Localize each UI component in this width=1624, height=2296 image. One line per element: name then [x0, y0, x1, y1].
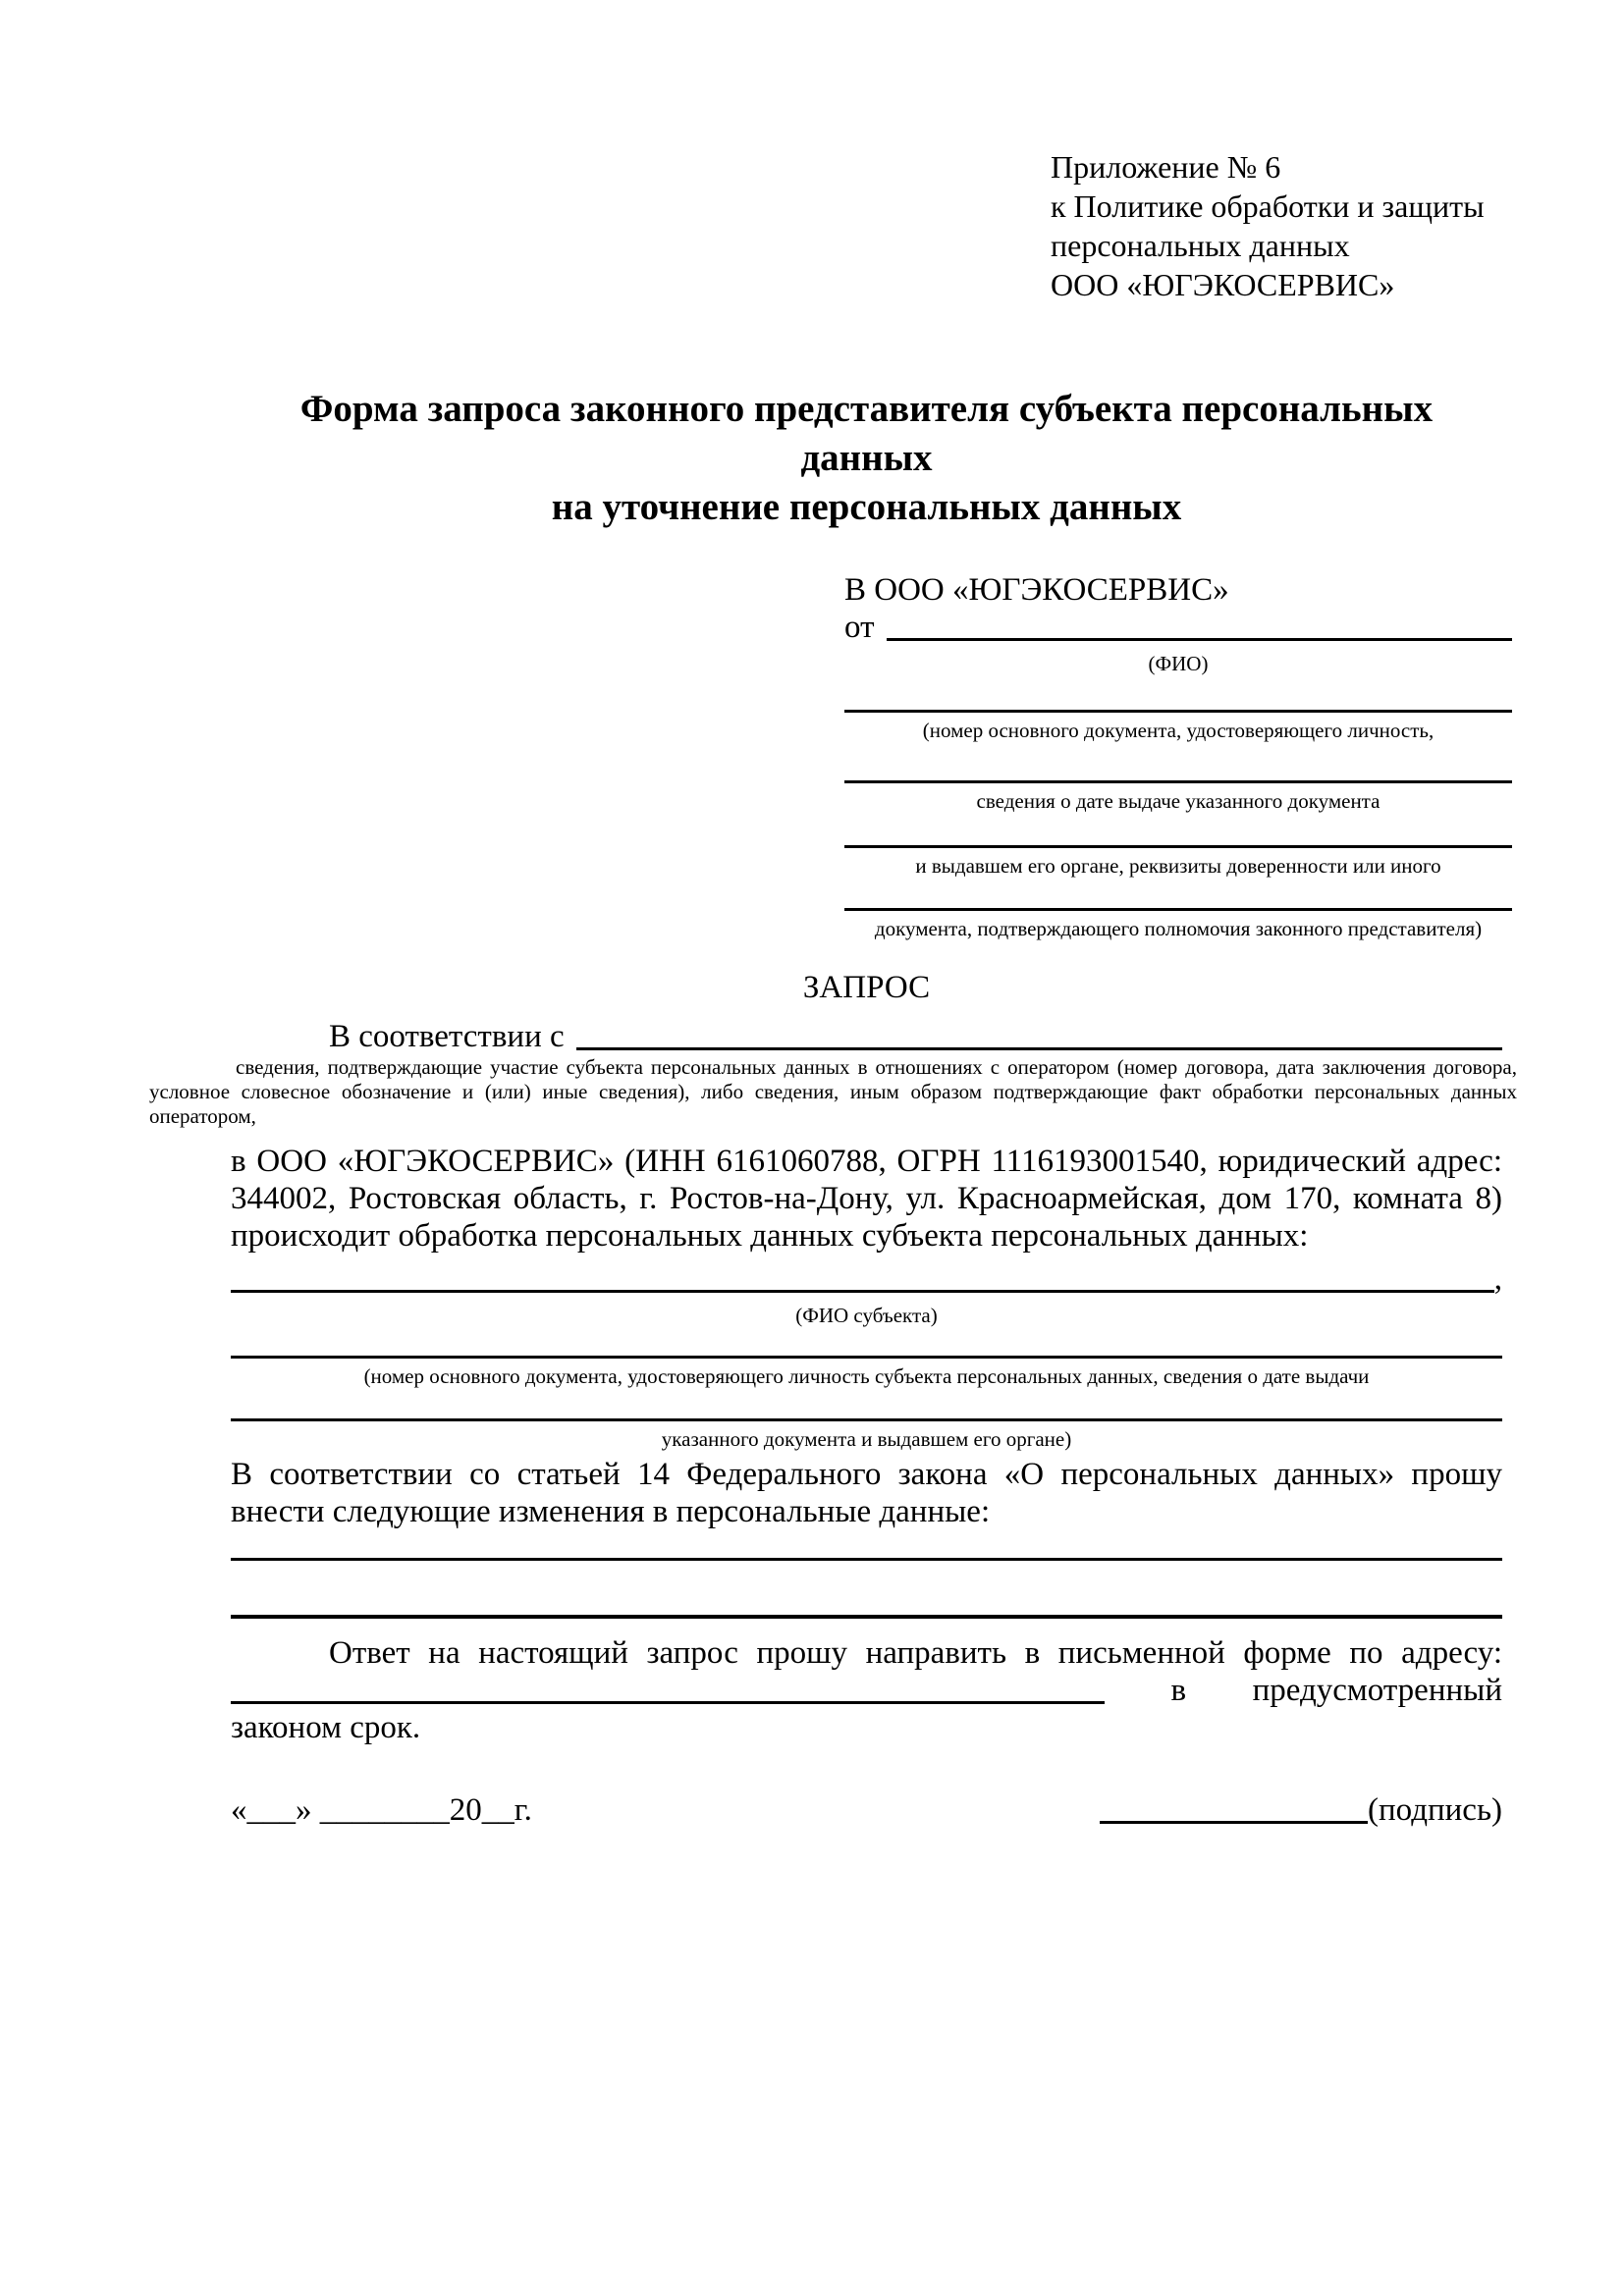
appendix-header-line-2: к Политике обработки и защиты	[1051, 188, 1485, 224]
signature-caption: (подпись)	[1368, 1792, 1502, 1828]
reply-address-blank-line	[231, 1701, 1105, 1704]
form-title-line-2: на уточнение персональных данных	[551, 486, 1182, 528]
subject-fio-comma: ,	[1493, 1261, 1502, 1297]
subject-doc-blank-line-2	[231, 1389, 1502, 1421]
reply-address-row	[231, 1672, 1502, 1709]
subject-doc-caption-2: указанного документа и выдавшем его органе)	[661, 1427, 1072, 1451]
intro-label: В соответствии с	[329, 1019, 565, 1054]
reply-paragraph: Ответ на настоящий запрос прошу направить в письменной форме по адресу:	[329, 1635, 1502, 1671]
representative-doc-blank-line-1	[844, 676, 1512, 713]
signature-blank-line	[1100, 1821, 1368, 1824]
subject-fio-blank-line	[231, 1290, 1494, 1293]
addressee-block	[844, 571, 1512, 941]
form-title	[231, 385, 1502, 532]
from-row	[844, 609, 1512, 646]
subject-doc-blank-line-1	[231, 1328, 1502, 1359]
addressee-to: В ООО «ЮГЭКОСЕРВИС»	[844, 572, 1229, 608]
date-line: «___» ________20__г.	[231, 1792, 532, 1828]
changes-blank-line-1	[231, 1530, 1502, 1561]
signature-group	[1100, 1791, 1502, 1829]
representative-doc-caption-4: документа, подтверждающего полномочия законного представителя)	[874, 917, 1483, 940]
fio-caption: (ФИО)	[1148, 652, 1209, 675]
law-paragraph: В соответствии со статьей 14 Федерального закона «О персональных данных» прошу внести следующие изменения в персональные данные:	[231, 1457, 1502, 1529]
representative-doc-blank-line-2	[844, 743, 1512, 783]
operator-paragraph: в ООО «ЮГЭКОСЕРВИС» (ИНН 6161060788, ОГРН 1116193001540, юридический адрес: 344002, Ростовская область, г. Ростов-на-Дону, ул. Красноармейская, дом 170, комната 8) происходит обработка персональных данных субъекта персональных данных:	[231, 1144, 1502, 1254]
form-title-line-1: Форма запроса законного представителя субъекта персональных данных	[299, 388, 1434, 479]
footer-row	[231, 1791, 1502, 1829]
appendix-header-line-1: Приложение № 6	[1051, 149, 1281, 185]
intro-blank-line	[576, 1047, 1502, 1050]
subject-doc-caption-1: (номер основного документа, удостоверяющего личность субъекта персональных данных, сведения о дате выдачи	[363, 1364, 1370, 1388]
appendix-header-line-4: ООО «ЮГЭКОСЕРВИС»	[1051, 267, 1395, 302]
subject-fio-caption: (ФИО субъекта)	[795, 1304, 938, 1327]
fine-print-note: сведения, подтверждающие участие субъекта персональных данных в отношениях с оператором (номер договора, дата заключения договора, условное словесное обозначение и (или) иные сведения), либо сведения, иным образом подтверждающие факт обработки персональных данных оператором,	[149, 1055, 1517, 1128]
reply-tail-word-1: в	[1170, 1673, 1187, 1708]
from-blank-line	[887, 638, 1513, 641]
request-heading: ЗАПРОС	[802, 970, 931, 1005]
appendix-header	[1051, 147, 1502, 304]
representative-doc-caption-2: сведения о дате выдаче указанного документа	[976, 789, 1380, 813]
reply-tail-word-2: предусмотренный	[1252, 1673, 1502, 1708]
representative-doc-caption-1: (номер основного документа, удостоверяющего личность,	[922, 719, 1435, 742]
representative-doc-blank-line-3	[844, 814, 1512, 848]
representative-doc-blank-line-4	[844, 879, 1512, 911]
reply-end-line: законом срок.	[231, 1710, 421, 1745]
subject-fio-row	[231, 1260, 1502, 1298]
from-label: от	[844, 610, 875, 645]
intro-row	[231, 1018, 1502, 1055]
appendix-header-line-3: персональных данных	[1051, 228, 1350, 263]
representative-doc-caption-3: и выдавшем его органе, реквизиты доверенности или иного	[915, 854, 1441, 878]
changes-blank-line-2	[231, 1561, 1502, 1619]
